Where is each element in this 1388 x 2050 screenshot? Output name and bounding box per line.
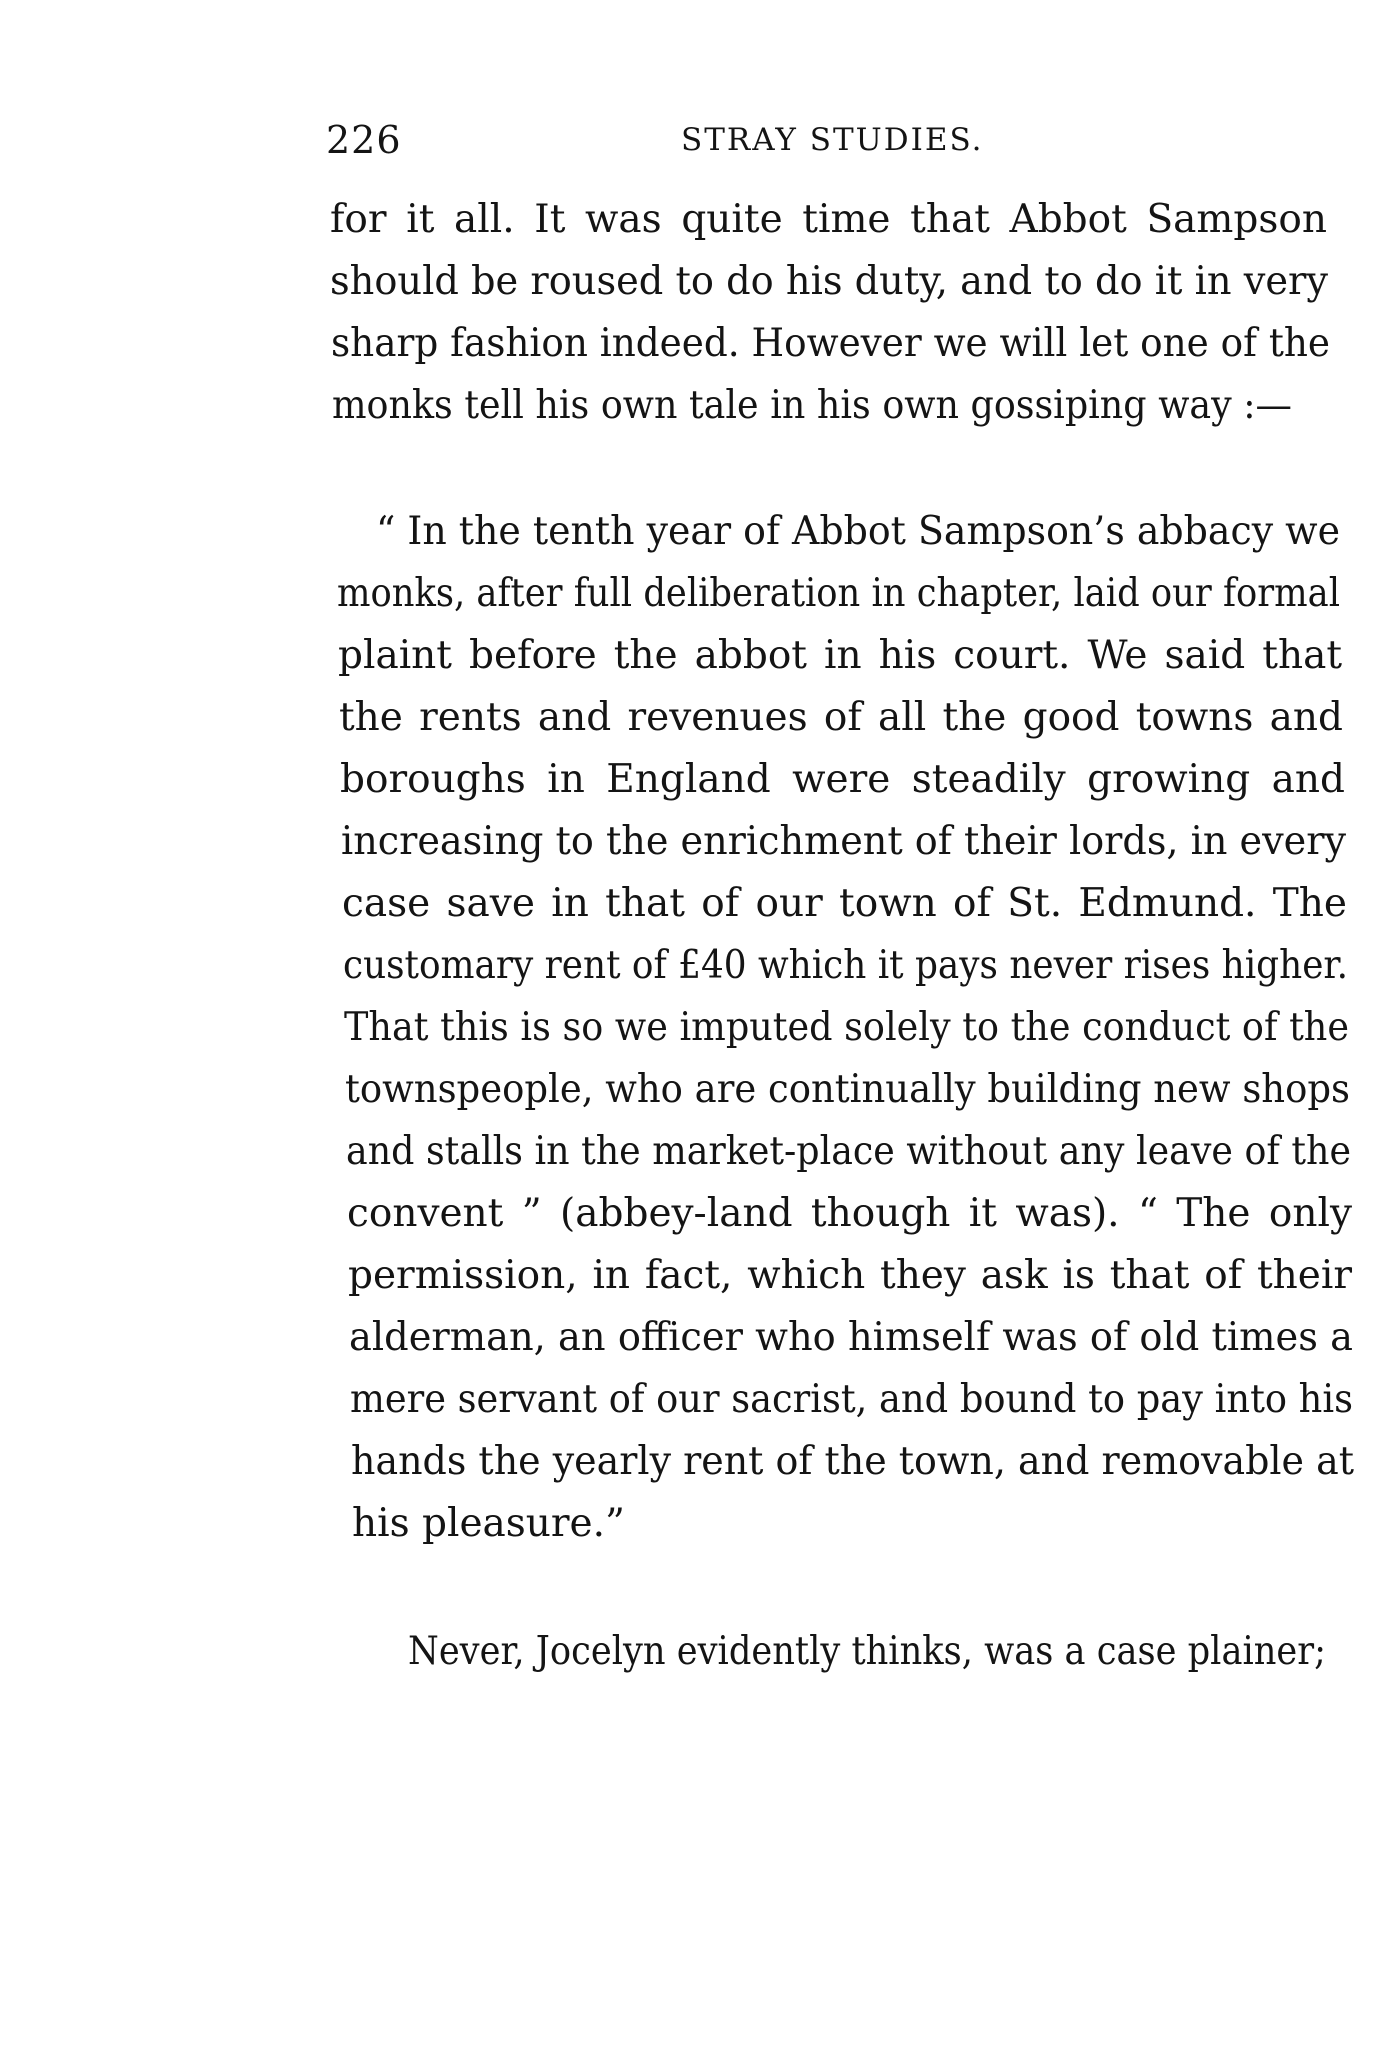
- text-line: mere servant of our sacrist, and bound to pay into his: [350, 1377, 1353, 1422]
- text-line: and stalls in the market-place without any leave of the: [346, 1129, 1351, 1174]
- text-line: monks, after full deliberation in chapter, laid our formal: [337, 571, 1340, 616]
- text-line: That this is so we imputed solely to the conduct of the: [344, 1005, 1349, 1050]
- text-line: increasing to the enrichment of their lords, in every: [341, 819, 1346, 864]
- text-line: convent ” (abbey-land though it was). “ The only: [347, 1191, 1352, 1236]
- text-line: plaint before the abbot in his court. We said that: [338, 633, 1342, 678]
- running-title: STRAY STUDIES.: [681, 122, 984, 158]
- text-line: customary rent of £40 which it pays never rises higher.: [343, 943, 1348, 988]
- page-number: 226: [326, 118, 402, 162]
- text-line: his pleasure.”: [352, 1501, 625, 1546]
- text-line: townspeople, who are continually building new shops: [345, 1067, 1350, 1112]
- text-line: monks tell his own tale in his own gossiping way :—: [332, 383, 1292, 428]
- text-line: the rents and revenues of all the good towns and: [339, 695, 1343, 740]
- text-line: alderman, an officer who himself was of old times a: [349, 1315, 1353, 1360]
- text-line: case save in that of our town of St. Edmund. The: [342, 881, 1347, 926]
- running-head: [326, 118, 1326, 168]
- text-line: hands the yearly rent of the town, and removable at: [351, 1439, 1354, 1484]
- text-line: “ In the tenth year of Abbot Sampson’s abbacy we: [376, 509, 1340, 554]
- text-line: permission, in fact, which they ask is that of their: [348, 1253, 1352, 1298]
- text-line: boroughs in England were steadily growing and: [340, 757, 1345, 802]
- text-line: sharp fashion indeed. However we will let one of the: [331, 321, 1330, 366]
- text-line: should be roused to do his duty, and to do it in very: [330, 259, 1328, 304]
- text-line: Never, Jocelyn evidently thinks, was a case plainer;: [408, 1629, 1326, 1674]
- text-line: for it all. It was quite time that Abbot Sampson: [330, 197, 1327, 242]
